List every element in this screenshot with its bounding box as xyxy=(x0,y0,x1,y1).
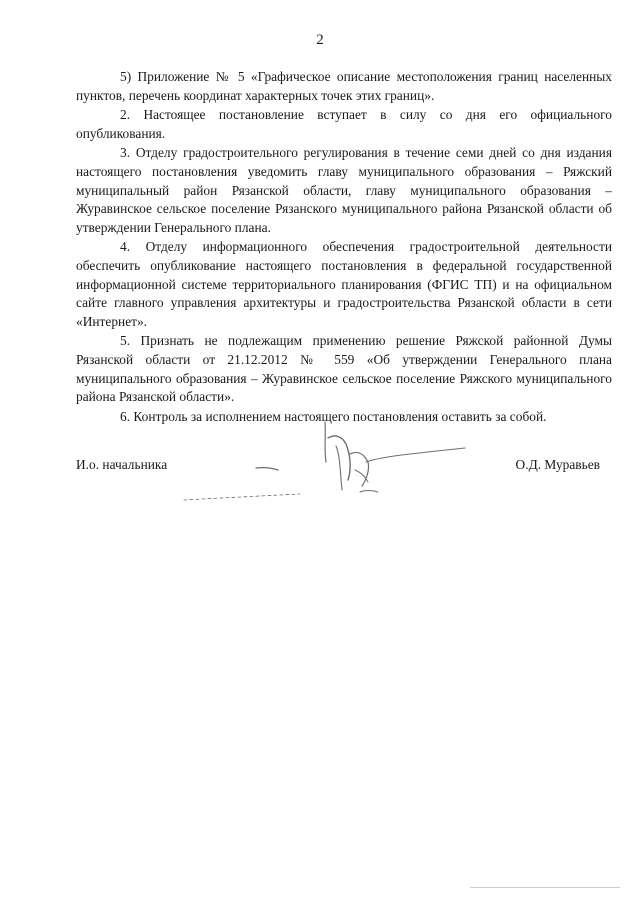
signatory-name: О.Д. Муравьев xyxy=(515,457,600,472)
signatory-role: И.о. начальника xyxy=(76,457,168,472)
paragraph-3-notification: 3. Отделу градостроительного регулирования в течение семи дней со дня издания настоящего постановления уведомить главу муниципального образования – Ряжский муниципальный район Рязанской области, главу муниципального образования – Журавинское сельское поселение Рязанского муниципального района Рязанской области об утверждении Генерального плана. xyxy=(76,145,612,235)
paragraph-2-effective-date: 2. Настоящее постановление вступает в силу со дня его официального опубликования. xyxy=(76,107,612,141)
paragraph-6-control: 6. Контроль за исполнением настоящего постановления оставить за собой. xyxy=(120,408,547,424)
paragraph-4-publication: 4. Отделу информационного обеспечения градостроительной деятельности обеспечить опубликование настоящего постановления в федеральной государственной информационной системе территориального планирования (ФГИС ТП) и на официальном сайте главного управления архитектуры и градостроительства Рязанской области в сети «Интернет». xyxy=(76,239,612,329)
handwritten-signature xyxy=(160,410,480,520)
document-body xyxy=(76,68,612,427)
paragraph-item-5-appendix: 5) Приложение № 5 «Графическое описание местоположения границ населенных пунктов, перечень координат характерных точек этих границ». xyxy=(76,69,612,103)
paragraph-5-repeal: 5. Признать не подлежащим применению решение Ряжской районной Думы Рязанской области от 21.12.2012 № 559 «Об утверждении Генерального плана муниципального образования – Журавинское сельское поселение Ряжского муниципального района Рязанской области». xyxy=(76,333,612,405)
scan-edge-line xyxy=(470,887,620,888)
page-number: 2 xyxy=(316,32,324,48)
